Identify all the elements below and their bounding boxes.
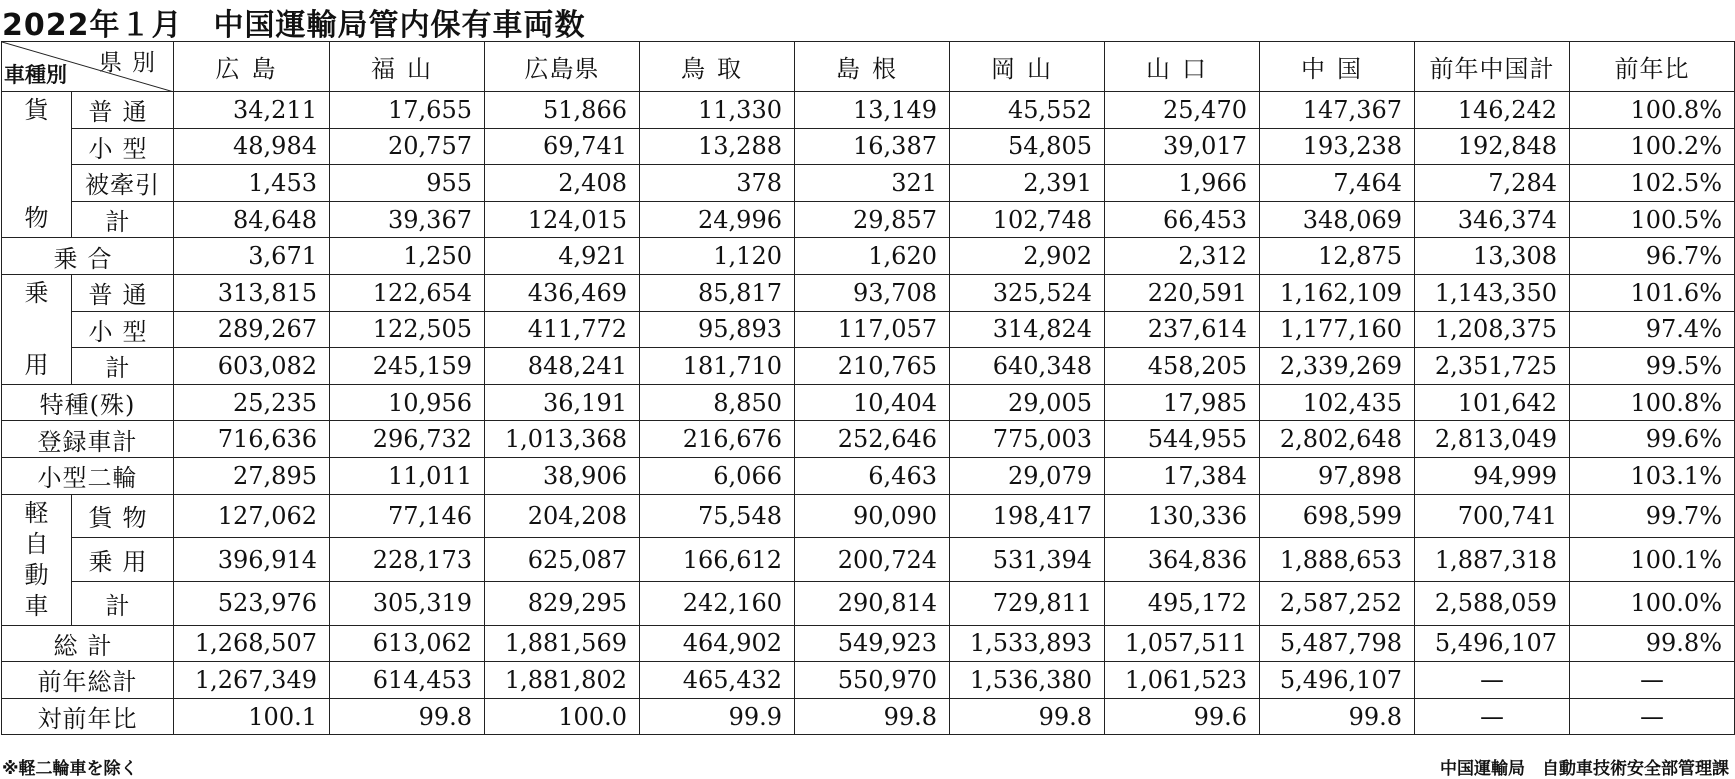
table-cell: 54,805 [950,128,1105,165]
table-cell: 216,676 [640,421,795,458]
table-row [2,92,1735,129]
table-cell: 252,646 [795,421,950,458]
table-row [2,457,1735,494]
table-cell: 1,250 [330,238,485,275]
table-cell: 775,003 [950,421,1105,458]
table-cell: 85,817 [640,274,795,311]
table-cell: 5,487,798 [1260,625,1415,662]
table-cell: 2,813,049 [1415,421,1570,458]
col-header: 中国 [1260,42,1415,92]
table-cell: 39,367 [330,201,485,238]
table-cell: 1,888,653 [1260,538,1415,582]
table-cell: 147,367 [1260,92,1415,129]
table-cell: 210,765 [795,348,950,385]
table-cell: 13,288 [640,128,795,165]
table-cell: 220,591 [1105,274,1260,311]
table-cell: 66,453 [1105,201,1260,238]
table-cell: 242,160 [640,581,795,625]
table-cell: 640,348 [950,348,1105,385]
table-cell: 122,654 [330,274,485,311]
table-cell: 1,208,375 [1415,311,1570,348]
table-cell: 716,636 [174,421,330,458]
row-label: 計 [72,348,174,385]
table-cell: 436,469 [485,274,640,311]
table-cell: 325,524 [950,274,1105,311]
table-cell: 127,062 [174,494,330,538]
table-cell: 97,898 [1260,457,1415,494]
table-cell: 245,159 [330,348,485,385]
table-cell: 75,548 [640,494,795,538]
col-header: 広島県 [485,42,640,92]
table-cell: 465,432 [640,662,795,699]
table-cell: 11,011 [330,457,485,494]
table-cell: 2,408 [485,165,640,202]
table-cell: 29,079 [950,457,1105,494]
table-row [2,625,1735,662]
table-cell: 2,351,725 [1415,348,1570,385]
table-cell: 48,984 [174,128,330,165]
table-cell: 34,211 [174,92,330,129]
table-cell: 69,741 [485,128,640,165]
table-cell: 99.6 [1105,698,1260,735]
table-cell: 5,496,107 [1415,625,1570,662]
table-cell: 193,238 [1260,128,1415,165]
table-cell: 1,536,380 [950,662,1105,699]
table-row [2,662,1735,699]
table-cell: 100.0% [1570,581,1735,625]
row-label: 被牽引 [72,165,174,202]
table-cell: 77,146 [330,494,485,538]
row-label: 小型 [72,128,174,165]
table-cell: 122,505 [330,311,485,348]
table-cell: 3,671 [174,238,330,275]
table-cell: 1,881,802 [485,662,640,699]
table-cell: 829,295 [485,581,640,625]
row-label: 総計 [2,625,174,662]
row-label: 普通 [72,274,174,311]
table-cell: 16,387 [795,128,950,165]
col-header: 島根 [795,42,950,92]
group-label-passenger [2,274,72,384]
group-char: 用 [24,350,49,379]
table-cell: 101,642 [1415,384,1570,421]
table-cell: 12,875 [1260,238,1415,275]
table-cell: 181,710 [640,348,795,385]
table-cell: 289,267 [174,311,330,348]
table-cell: 17,384 [1105,457,1260,494]
group-label-cargo [2,92,72,238]
table-cell: 346,374 [1415,201,1570,238]
table-cell: 100.1% [1570,538,1735,582]
table-cell: 17,655 [330,92,485,129]
header-row [2,42,1735,92]
row-label: 前年総計 [2,662,174,699]
table-cell: 204,208 [485,494,640,538]
table-cell: 200,724 [795,538,950,582]
vehicle-count-table [1,41,1735,735]
col-header: 広島 [174,42,330,92]
table-cell: 1,061,523 [1105,662,1260,699]
table-cell: 101.6% [1570,274,1735,311]
table-cell: 29,005 [950,384,1105,421]
table-cell: 13,149 [795,92,950,129]
table-cell: 2,902 [950,238,1105,275]
table-cell: 100.8% [1570,384,1735,421]
table-cell: 103.1% [1570,457,1735,494]
table-cell: 102.5% [1570,165,1735,202]
footnote-left: ※軽二輪車を除く [2,759,138,779]
table-cell: 96.7% [1570,238,1735,275]
table-cell: — [1415,662,1570,699]
table-cell: 411,772 [485,311,640,348]
group-char: 動 [24,560,49,589]
table-cell: 146,242 [1415,92,1570,129]
table-cell: 124,015 [485,201,640,238]
table-cell: 700,741 [1415,494,1570,538]
table-cell: 2,391 [950,165,1105,202]
table-cell: 1,267,349 [174,662,330,699]
table-cell: 25,235 [174,384,330,421]
row-label: 登録車計 [2,421,174,458]
row-label: 計 [72,581,174,625]
group-char: 乗 [24,278,49,307]
table-cell: 84,648 [174,201,330,238]
row-label: 乗用 [72,538,174,582]
table-cell: 1,177,160 [1260,311,1415,348]
table-cell: 2,312 [1105,238,1260,275]
table-cell: 198,417 [950,494,1105,538]
group-label-kei [2,494,72,625]
table-cell: 2,339,269 [1260,348,1415,385]
table-row [2,238,1735,275]
col-header: 福山 [330,42,485,92]
table-cell: 99.8 [1260,698,1415,735]
table-cell: 1,453 [174,165,330,202]
table-cell: 1,162,109 [1260,274,1415,311]
table-cell: 531,394 [950,538,1105,582]
row-label: 乗合 [2,238,174,275]
corner-header [2,42,174,92]
table-cell: 1,013,368 [485,421,640,458]
table-cell: 99.8% [1570,625,1735,662]
table-cell: 237,614 [1105,311,1260,348]
table-row [2,311,1735,348]
table-cell: 549,923 [795,625,950,662]
table-cell: 102,435 [1260,384,1415,421]
table-cell: 1,533,893 [950,625,1105,662]
table-cell: 117,057 [795,311,950,348]
table-cell: 99.5% [1570,348,1735,385]
table-cell: 296,732 [330,421,485,458]
table-cell: 1,143,350 [1415,274,1570,311]
table-cell: 458,205 [1105,348,1260,385]
table-cell: 1,966 [1105,165,1260,202]
table-cell: 100.2% [1570,128,1735,165]
row-label: 貨物 [72,494,174,538]
table-cell: 1,620 [795,238,950,275]
table-cell: — [1570,662,1735,699]
table-cell: 614,453 [330,662,485,699]
col-header: 岡山 [950,42,1105,92]
table-row [2,384,1735,421]
table-cell: 130,336 [1105,494,1260,538]
table-cell: 25,470 [1105,92,1260,129]
table-row [2,494,1735,538]
table-cell: 45,552 [950,92,1105,129]
table-cell: 29,857 [795,201,950,238]
table-cell: — [1415,698,1570,735]
table-cell: 1,057,511 [1105,625,1260,662]
table-cell: 625,087 [485,538,640,582]
table-cell: 378 [640,165,795,202]
table-cell: 99.7% [1570,494,1735,538]
table-row [2,128,1735,165]
group-char: 軽 [24,498,49,527]
table-cell: 100.5% [1570,201,1735,238]
table-cell: 7,464 [1260,165,1415,202]
group-char: 車 [24,591,49,620]
table-cell: 20,757 [330,128,485,165]
row-label: 特種(殊) [2,384,174,421]
table-cell: 38,906 [485,457,640,494]
col-header: 鳥取 [640,42,795,92]
table-cell: 729,811 [950,581,1105,625]
row-label: 小型二輪 [2,457,174,494]
table-cell: 8,850 [640,384,795,421]
table-row [2,201,1735,238]
table-row [2,274,1735,311]
table-cell: 51,866 [485,92,640,129]
table-cell: 2,588,059 [1415,581,1570,625]
table-cell: 2,587,252 [1260,581,1415,625]
table-cell: 97.4% [1570,311,1735,348]
table-cell: 1,881,569 [485,625,640,662]
table-cell: 613,062 [330,625,485,662]
row-label: 計 [72,201,174,238]
table-cell: 464,902 [640,625,795,662]
table-cell: 99.8 [330,698,485,735]
table-cell: 93,708 [795,274,950,311]
table-cell: 4,921 [485,238,640,275]
table-row [2,165,1735,202]
group-char: 物 [24,204,49,233]
table-cell: 166,612 [640,538,795,582]
table-cell: 100.8% [1570,92,1735,129]
group-char: 貨 [24,96,49,124]
row-label: 小型 [72,311,174,348]
corner-vehicle-type-label: 車種別 [4,63,67,87]
table-cell: 348,069 [1260,201,1415,238]
table-cell: 544,955 [1105,421,1260,458]
table-cell: 396,914 [174,538,330,582]
table-cell: 228,173 [330,538,485,582]
table-cell: 321 [795,165,950,202]
table-cell: 39,017 [1105,128,1260,165]
table-cell: 955 [330,165,485,202]
table-cell: 100.0 [485,698,640,735]
table-row [2,421,1735,458]
table-cell: 102,748 [950,201,1105,238]
table-cell: 90,090 [795,494,950,538]
table-cell: 99.9 [640,698,795,735]
table-cell: 99.6% [1570,421,1735,458]
row-label: 普通 [72,92,174,129]
table-row [2,698,1735,735]
page-title: 2022年１月 中国運輸局管内保有車両数 [2,8,586,43]
table-cell: 313,815 [174,274,330,311]
table-cell: 99.8 [795,698,950,735]
table-body [2,92,1735,735]
table-cell: 6,463 [795,457,950,494]
table-cell: 698,599 [1260,494,1415,538]
table-cell: 848,241 [485,348,640,385]
col-header: 前年中国計 [1415,42,1570,92]
table-cell: 2,802,648 [1260,421,1415,458]
corner-prefecture-label: 県別 [99,50,165,76]
table-cell: 36,191 [485,384,640,421]
table-cell: 290,814 [795,581,950,625]
table-cell: 5,496,107 [1260,662,1415,699]
table-cell: 603,082 [174,348,330,385]
table-cell: 1,268,507 [174,625,330,662]
table-cell: 99.8 [950,698,1105,735]
col-header: 前年比 [1570,42,1735,92]
table-cell: 192,848 [1415,128,1570,165]
table-cell: 24,996 [640,201,795,238]
table-cell: 95,893 [640,311,795,348]
table-cell: 10,404 [795,384,950,421]
table-cell: 6,066 [640,457,795,494]
table-cell: 1,120 [640,238,795,275]
table-row [2,348,1735,385]
row-label: 対前年比 [2,698,174,735]
table-cell: 11,330 [640,92,795,129]
table-cell: 314,824 [950,311,1105,348]
col-header: 山口 [1105,42,1260,92]
table-cell: 100.1 [174,698,330,735]
group-char: 自 [24,529,49,558]
table-cell: 10,956 [330,384,485,421]
footnote-right: 中国運輸局 自動車技術安全部管理課 [1440,759,1729,779]
table-cell: 13,308 [1415,238,1570,275]
table-cell: 94,999 [1415,457,1570,494]
table-cell: 523,976 [174,581,330,625]
table-cell: 495,172 [1105,581,1260,625]
table-cell: — [1570,698,1735,735]
table-cell: 305,319 [330,581,485,625]
table-cell: 17,985 [1105,384,1260,421]
table-row [2,538,1735,582]
table-cell: 27,895 [174,457,330,494]
table-cell: 364,836 [1105,538,1260,582]
table-cell: 550,970 [795,662,950,699]
table-cell: 1,887,318 [1415,538,1570,582]
table-row [2,581,1735,625]
table-cell: 7,284 [1415,165,1570,202]
